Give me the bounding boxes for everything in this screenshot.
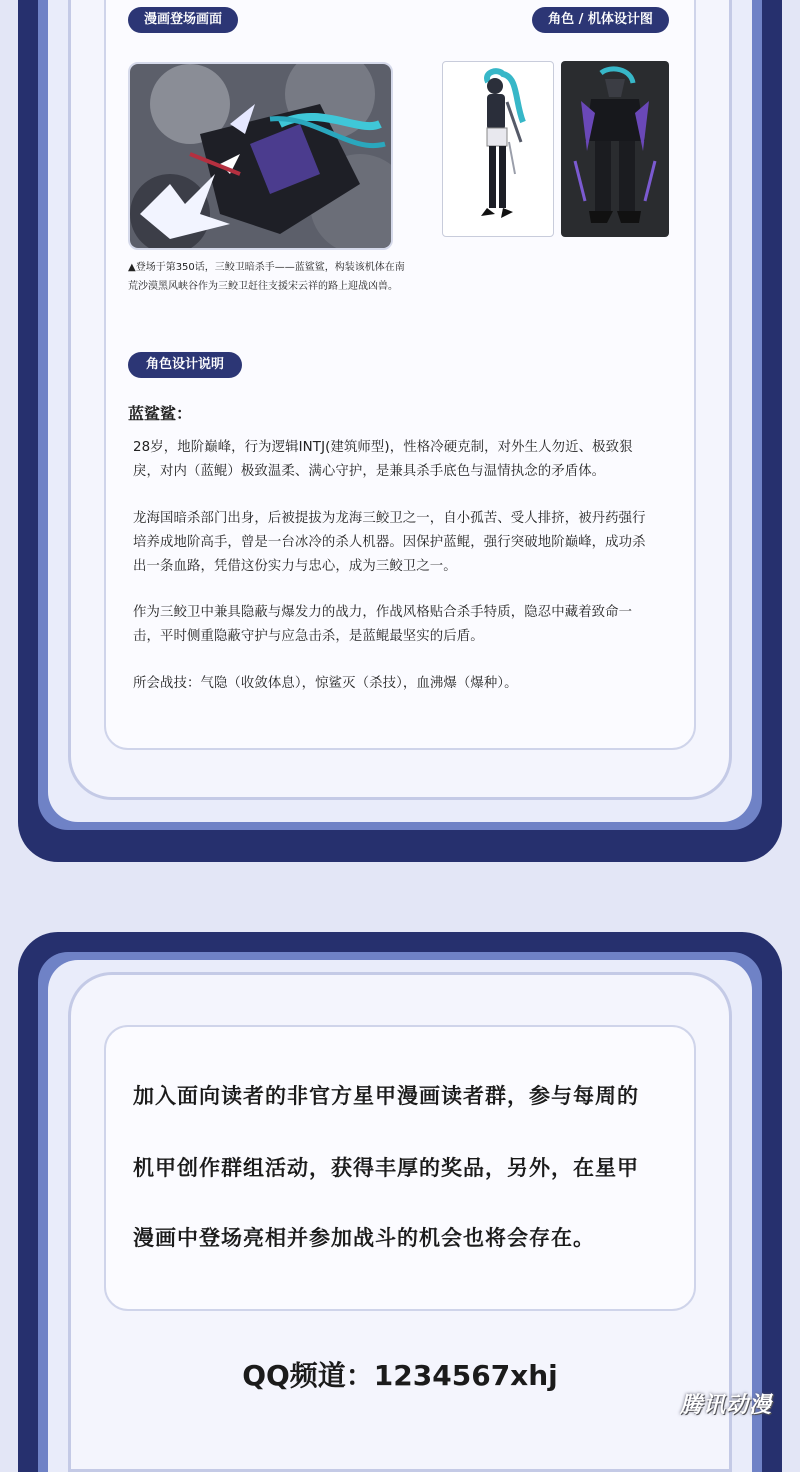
character-design-image bbox=[442, 61, 554, 237]
mecha-figure bbox=[561, 61, 669, 237]
character-name: 蓝鲨鲨： bbox=[128, 404, 193, 423]
qq-channel-text: QQ频道：1234567xhj bbox=[242, 1359, 558, 1392]
description-line: 培养成地阶高手，曾是一台冰冷的杀人机器。因保护蓝鲲，强行突破地阶巅峰，成功杀 bbox=[133, 535, 646, 550]
character-figure bbox=[443, 62, 554, 237]
invite-line: 机甲创作群组活动，获得丰厚的奖品，另外，在星甲 bbox=[133, 1156, 639, 1180]
description-line: 所会战技：气隐（收敛体息），惊鲨灭（杀技），血沸爆（爆种）。 bbox=[133, 676, 518, 691]
invite-line: 漫画中登场亮相并参加战斗的机会也将会存在。 bbox=[133, 1226, 595, 1250]
invite-line: 加入面向读者的非官方星甲漫画读者群，参与每周的 bbox=[133, 1084, 639, 1108]
description-line: 28岁，地阶巅峰，行为逻辑INTJ(建筑师型)，性格冷硬克制，对外生人勿近、极致狠 bbox=[133, 440, 633, 455]
description-line: 作为三鲛卫中兼具隐蔽与爆发力的战力，作战风格贴合杀手特质，隐忍中藏着致命一 bbox=[133, 605, 633, 620]
mecha-design-image bbox=[561, 61, 669, 237]
scene-caption-line-2: 荒沙漠黑风峡谷作为三鲛卫赶往支援宋云祥的路上迎战凶兽。 bbox=[128, 281, 398, 292]
pill-character-description: 角色设计说明 bbox=[128, 352, 242, 378]
comic-scene-image bbox=[128, 62, 393, 250]
pill-comic-scene: 漫画登场画面 bbox=[128, 7, 238, 33]
description-line: 龙海国暗杀部门出身，后被提拔为龙海三鲛卫之一，自小孤苦、受人排挤，被丹药强行 bbox=[133, 511, 646, 526]
description-line: 出一条血路，凭借这份实力与忠心，成为三鲛卫之一。 bbox=[133, 559, 457, 574]
scene-caption-line-1: ▲登场于第350话，三鲛卫暗杀手——蓝鲨鲨，构装该机体在南 bbox=[128, 262, 405, 273]
comic-scene-illustration bbox=[130, 64, 393, 250]
watermark-logo: 腾讯动漫 bbox=[680, 1393, 773, 1418]
description-line: 击，平时侧重隐蔽守护与应急击杀，是蓝鲲最坚实的后盾。 bbox=[133, 629, 484, 644]
pill-design-sheet: 角色 / 机体设计图 bbox=[532, 7, 669, 33]
description-line: 戾，对内（蓝鲲）极致温柔、满心守护，是兼具杀手底色与温情执念的矛盾体。 bbox=[133, 464, 606, 479]
